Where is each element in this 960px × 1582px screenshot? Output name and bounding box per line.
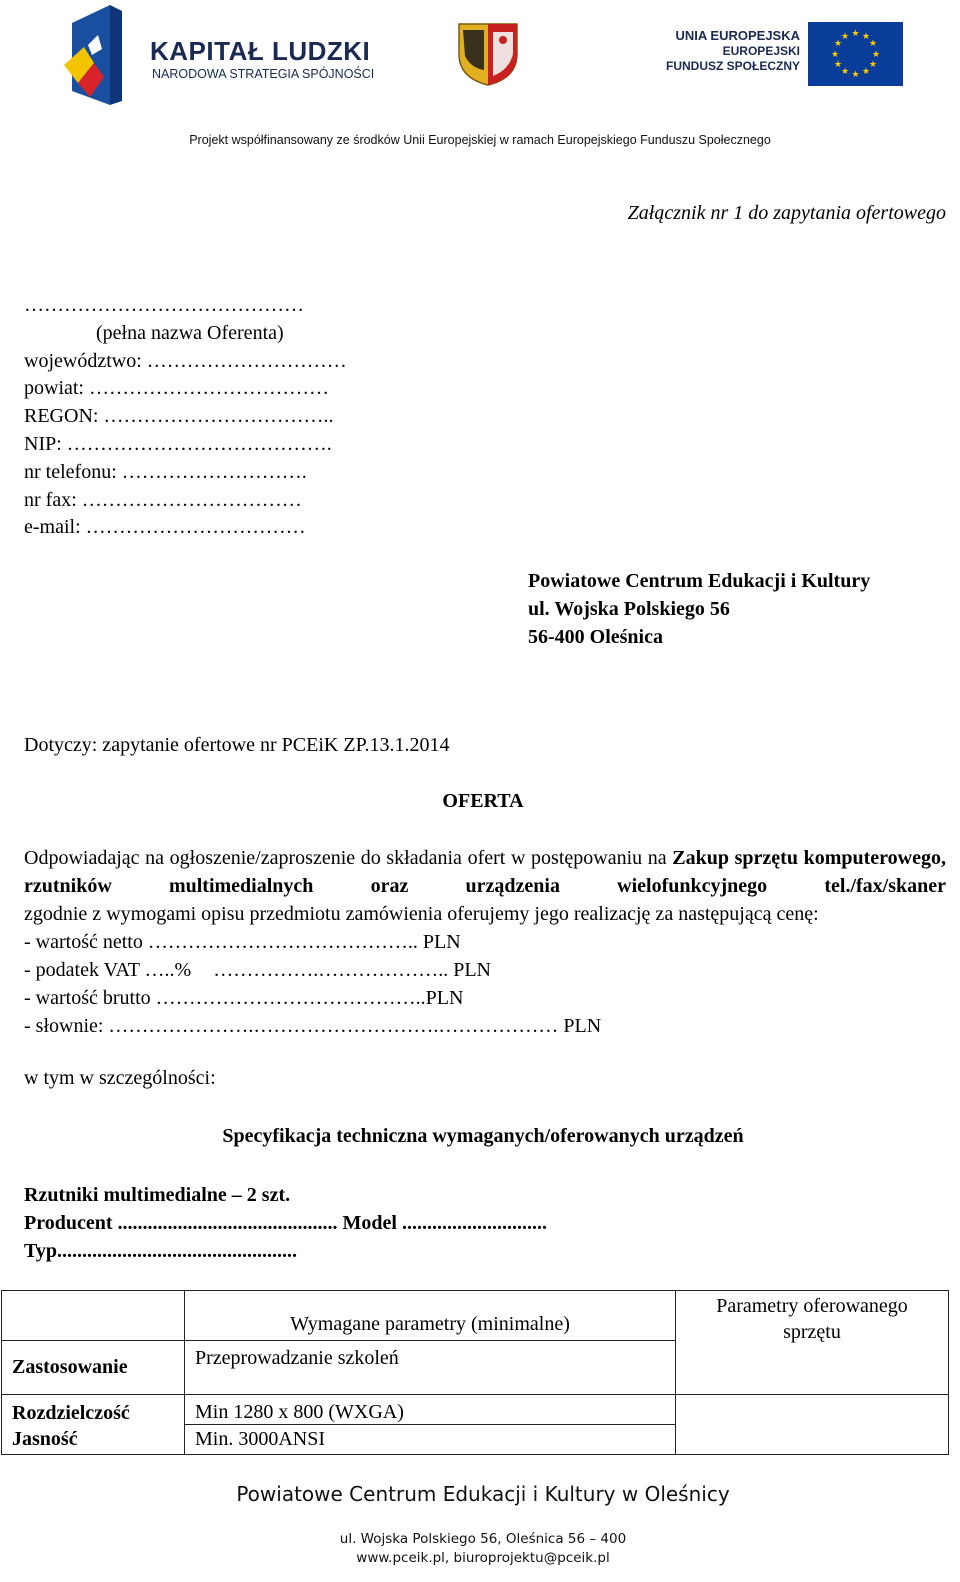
svg-text:★: ★ [840,67,850,77]
rzutniki-title: Rzutniki multimedialne – 2 szt. [24,1184,291,1206]
rzutniki-type: Typ................................................ [24,1240,297,1262]
svg-text:★: ★ [868,39,878,49]
rzutniki-block [24,1181,547,1265]
addressee-line-1: Powiatowe Centrum Edukacji i Kultury [528,570,871,592]
price-vat-dots: …………….……………….. PLN [213,959,492,981]
footer-org-name: Powiatowe Centrum Edukacji i Kultury w Oleśnicy [236,1482,730,1506]
table-header-row [2,1291,949,1341]
oferent-nip: NIP: …………………………………. [24,432,332,455]
eu-text-block [660,28,800,74]
oferent-name-dots: …………………………………… [24,294,304,316]
svg-text:★: ★ [833,60,843,70]
rzutniki-producer-model: Producent ............................................ Model ............................. [24,1212,547,1234]
oferent-name-label: (pełna nazwa Oferenta) [96,321,284,344]
annex-title: Załącznik nr 1 do zapytania ofertowego [627,202,946,224]
svg-text:★: ★ [851,70,860,80]
addressee-line-3: 56-400 Oleśnica [528,625,663,648]
addressee-block [528,568,870,651]
svg-text:★: ★ [851,29,860,39]
intro-paragraph [24,844,946,900]
eu-line-3: FUNDUSZ SPOŁECZNY [665,59,800,73]
table-row-label: Jasność [2,1425,185,1455]
svg-text:★: ★ [871,50,881,60]
table-offered-cell[interactable] [676,1395,949,1455]
w-tym-line: w tym w szczególności: [24,1067,216,1089]
addressee-line-2: ul. Wojska Polskiego 56 [528,597,730,620]
oferent-powiat: powiat: ……………………………… [24,377,329,400]
oferent-email: e-mail: …………………………… [24,516,306,539]
table-row [2,1395,949,1425]
intro-text: Odpowiadając na ogłoszenie/zaproszenie do składania ofert w postępowaniu na [24,847,667,869]
price-vat-row [24,956,601,984]
intro-line-3: zgodnie z wymogami opisu przedmiotu zamówienia oferujemy jego realizację za następującą cenę: [24,903,819,925]
price-brutto: - wartość brutto …………………………………..PLN [24,987,464,1009]
kapital-ludzki-logo-icon [64,5,128,105]
spec-title: Specyfikacja techniczna wymaganych/oferowanych urządzeń [222,1125,744,1147]
price-netto: - wartość netto ………………………………….. PLN [24,931,461,953]
svg-text:★: ★ [861,32,871,42]
coat-of-arms-icon [457,20,519,86]
footer-address-block [0,1530,960,1568]
price-vat-label: - podatek VAT …..% [24,959,192,981]
oferent-regon: REGON: …………………………….. [24,405,334,428]
svg-text:★: ★ [861,67,871,77]
kapital-ludzki-subtitle: NARODOWA STRATEGIA SPÓJNOŚCI [152,67,375,81]
kapital-ludzki-title: KAPITAŁ LUDZKI [150,36,371,66]
eu-flag-icon [808,22,903,86]
project-cofinancing-line: Projekt współfinansowany ze środków Unii Europejskiej w ramach Europejskiego Funduszu Społecznego [189,133,771,147]
intro-subject: Zakup sprzętu komputerowego, rzutników multimedialnych oraz urządzenia wielofunkcyjnego tel./fax/skaner [24,847,946,897]
svg-text:★: ★ [840,32,850,42]
table-row-value: Min 1280 x 800 (WXGA) [185,1395,676,1425]
table-row-value: Przeprowadzanie szkoleń [185,1341,676,1395]
footer-web: www.pceik.pl, biuroprojektu@pceik.pl [356,1550,610,1566]
footer-address: ul. Wojska Polskiego 56, Oleśnica 56 – 400 [339,1531,627,1547]
table-row-label: Zastosowanie [2,1341,185,1395]
oferent-wojewodztwo: województwo: ………………………… [24,349,347,372]
price-slownie: - słownie: ………………….……………………….……………… PLN [24,1015,602,1037]
spec-table [1,1290,949,1455]
oferent-telefon: nr telefonu: ………………………. [24,460,307,483]
table-row-value: Min. 3000ANSI [185,1425,676,1455]
svg-text:★: ★ [830,50,840,60]
svg-text:★: ★ [833,39,843,49]
table-header-offered: Parametry oferowanego sprzętu [676,1291,949,1395]
table-row-label: Rozdzielczość [2,1395,185,1425]
prices-block [24,928,601,1040]
table-header-required: Wymagane parametry (minimalne) [185,1291,676,1341]
svg-text:★: ★ [868,60,878,70]
eu-line-1: UNIA EUROPEJSKA [675,28,800,43]
dotyczy-line: Dotyczy: zapytanie ofertowe nr PCEiK ZP.13.1.2014 [24,734,450,756]
eu-line-2: EUROPEJSKI [722,44,800,58]
oferent-block [24,292,347,542]
oferent-fax: nr fax: …………………………… [24,488,302,511]
table-header-empty [2,1291,185,1341]
oferta-title: OFERTA [442,790,524,812]
